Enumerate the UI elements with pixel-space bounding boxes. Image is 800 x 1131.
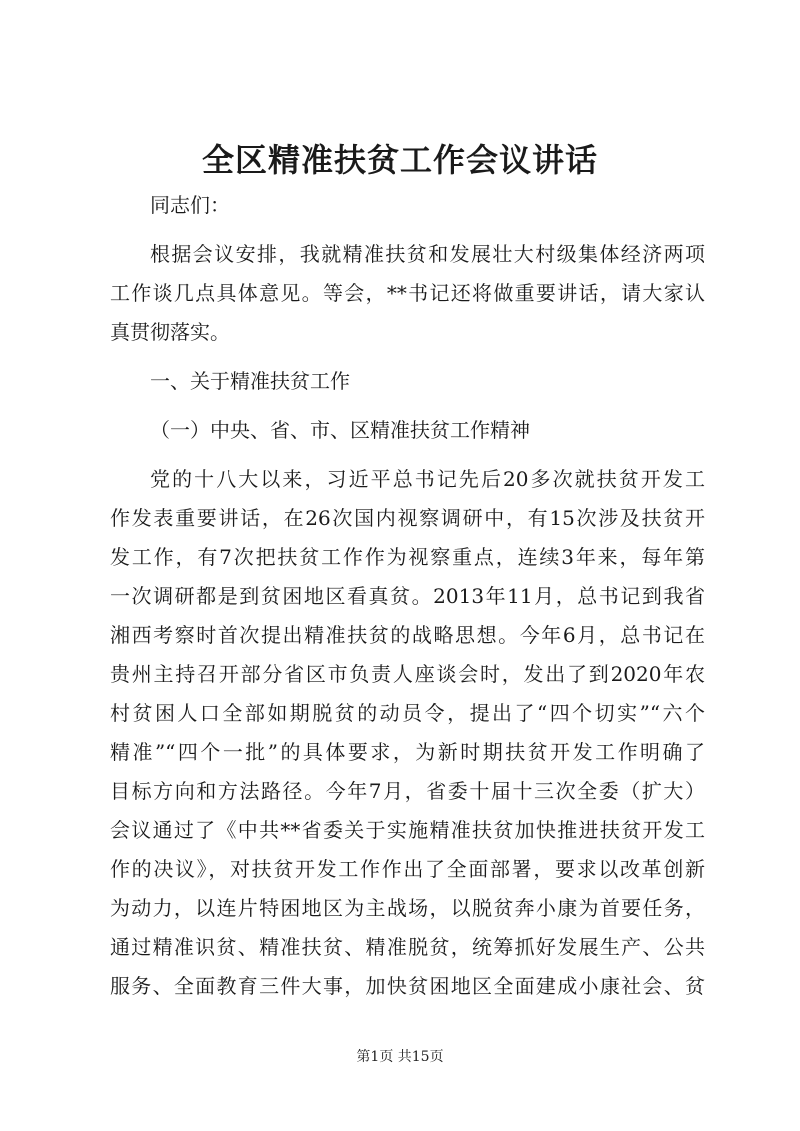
paragraph-1-line-2: 工作谈几点具体意见。等会，**书记还将做重要讲话，请大家认 bbox=[110, 281, 705, 305]
page-title: 全区精准扶贫工作会议讲话 bbox=[201, 141, 598, 179]
paragraph-2-line-2: 作发表重要讲话，在26次国内视察调研中，有15次涉及扶贫开 bbox=[110, 506, 705, 530]
paragraph-gap bbox=[110, 450, 705, 460]
paragraph-2-line-4: 一次调研都是到贫困地区看真贫。2013年11月，总书记到我省 bbox=[110, 584, 705, 608]
paragraph-gap bbox=[110, 352, 705, 362]
paragraph-2-line-10: 会议通过了《中共**省委关于实施精准扶贫加快推进扶贫开发工 bbox=[110, 818, 705, 842]
paragraph-2-line-1: 党的十八大以来，习近平总书记先后20多次就扶贫开发工 bbox=[150, 467, 705, 491]
page-number-footer: 第1页 共15页 bbox=[356, 1049, 444, 1065]
paragraph-1-line-3: 真贯彻落实。 bbox=[110, 320, 230, 344]
paragraph-2-line-6: 贵州主持召开部分省区市负责人座谈会时，发出了到2020年农 bbox=[110, 662, 705, 686]
paragraph-gap bbox=[110, 225, 705, 235]
section-heading-1: 一、关于精准扶贫工作 bbox=[150, 369, 350, 393]
paragraph-2-line-13: 通过精准识贫、精准扶贫、精准脱贫，统筹抓好发展生产、公共 bbox=[110, 935, 705, 959]
paragraph-2-line-11: 作的决议》，对扶贫开发工作作出了全面部署，要求以改革创新 bbox=[110, 857, 705, 881]
document-body bbox=[110, 186, 705, 1006]
paragraph-2-line-5: 湘西考察时首次提出精准扶贫的战略思想。今年6月，总书记在 bbox=[110, 623, 705, 647]
paragraph-2-line-3: 发工作，有7次把扶贫工作作为视察重点，连续3年来，每年第 bbox=[110, 545, 705, 569]
subsection-heading-1: （一）中央、省、市、区精准扶贫工作精神 bbox=[150, 418, 530, 442]
paragraph-2-line-8: 精准”“四个一批”的具体要求，为新时期扶贫开发工作明确了 bbox=[110, 740, 705, 764]
salutation: 同志们： bbox=[150, 193, 230, 217]
paragraph-2-line-7: 村贫困人口全部如期脱贫的动员令，提出了“四个切实”“六个 bbox=[110, 701, 705, 725]
paragraph-2-line-12: 为动力，以连片特困地区为主战场，以脱贫奔小康为首要任务， bbox=[110, 896, 705, 920]
paragraph-gap bbox=[110, 401, 705, 411]
paragraph-2-line-14: 服务、全面教育三件大事，加快贫困地区全面建成小康社会、贫 bbox=[110, 974, 705, 998]
paragraph-1-line-1: 根据会议安排，我就精准扶贫和发展壮大村级集体经济两项 bbox=[150, 242, 705, 266]
paragraph-2-line-9: 目标方向和方法路径。今年7月，省委十届十三次全委（扩大） bbox=[110, 779, 705, 803]
